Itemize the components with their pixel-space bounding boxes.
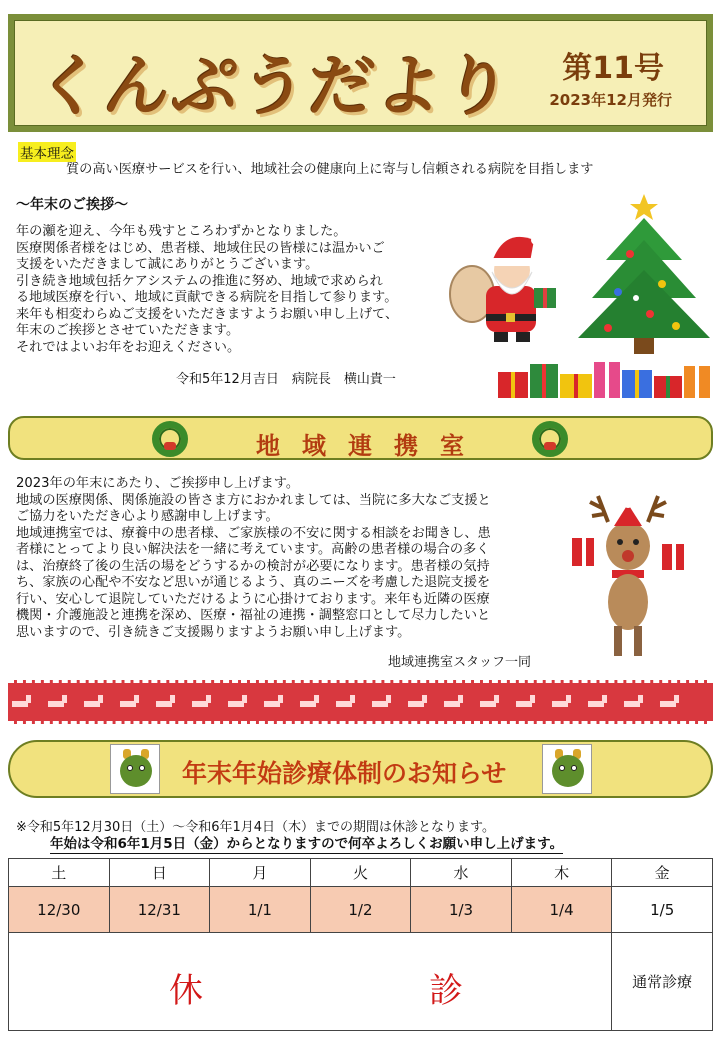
dragon-icon — [110, 744, 160, 794]
christmas-tree-icon — [574, 190, 714, 362]
reindeer-motif-icon — [440, 695, 468, 713]
philosophy-text: 質の高い医療サービスを行い、地域社会の健康向上に寄与し信頼される病院を目指します — [66, 162, 594, 177]
chiiki-line: 2023年の年末にあたり、ご挨拶申し上げます。 — [16, 476, 300, 491]
date-cell: 1/5 — [612, 887, 713, 933]
chiiki-line: ち、家族の心配や不安など思いが通じるよう、真のニーズを考慮した退院支援を — [16, 575, 491, 590]
chiiki-line: 地域連携室では、療養中の患者様、ご家族様の不安に関する相談をお聞きし、患 — [16, 525, 491, 541]
reindeer-motif-icon — [260, 695, 288, 713]
chiiki-line: 者様にとってより良い解決法を一緒に考えています。高齢の患者様の場合の多く — [16, 542, 490, 557]
reindeer-motif-icon — [8, 695, 36, 713]
closed-period-cell — [9, 933, 612, 1031]
dragon-eye-icon — [127, 765, 133, 771]
chiiki-signature: 地域連携室スタッフ一同 — [388, 655, 532, 670]
schedule-date-row — [9, 887, 713, 933]
chiiki-line: 機関・介護施設と連携を深め、医療・福祉の連携・調整窓口として尽力したいと — [16, 608, 491, 623]
greeting-signature: 令和5年12月吉日 病院長 横山貴一 — [176, 372, 396, 387]
reopen-notice: 年始は令和6年1月5日（金）からとなりますので何卒よろしくお願い申し上げます。 — [50, 832, 563, 854]
nenmatsu-section-bar — [8, 740, 713, 798]
reindeer-motif-icon — [404, 695, 432, 713]
day-header: 土 — [9, 859, 110, 887]
newsletter-title: くんぷうだより — [32, 48, 517, 125]
day-header: 火 — [310, 859, 411, 887]
chiiki-line: ご協力をいただき心より感謝申し上げます。 — [16, 509, 279, 524]
date-cell: 1/4 — [511, 887, 612, 933]
masthead — [8, 14, 713, 132]
reindeer-pattern-band — [8, 680, 713, 724]
issue-number: 第11号 — [562, 51, 664, 86]
closed-label-1: 休 — [169, 971, 203, 1011]
schedule-status-row — [9, 933, 713, 1031]
reindeer-motif-icon — [620, 695, 648, 713]
dragon-face-icon — [120, 755, 152, 787]
greeting-line: 年の瀬を迎え、今年も残すところわずかとなりました。 — [16, 224, 347, 239]
reindeer-icon — [568, 486, 688, 666]
greeting-line: 医療関係者様をはじめ、患者様、地域住民の皆様には温かいご — [16, 240, 385, 256]
date-cell: 1/1 — [210, 887, 311, 933]
chiiki-section-bar — [8, 416, 713, 460]
chiiki-line: 思いますので、引き続きご支援賜りますようお願い申し上げます。 — [16, 624, 411, 640]
greeting-line: それではよいお年をお迎えください。 — [16, 339, 241, 355]
reindeer-motif-icon — [584, 695, 612, 713]
greeting-heading: ～年末のご挨拶～ — [16, 197, 128, 213]
schedule-day-row — [9, 859, 713, 887]
date-cell: 1/2 — [310, 887, 411, 933]
reindeer-motif-icon — [224, 695, 252, 713]
dragon-icon — [542, 744, 592, 794]
date-cell: 12/30 — [9, 887, 110, 933]
wreath-icon — [532, 421, 568, 457]
greeting-body — [16, 224, 398, 356]
santa-icon — [446, 222, 570, 352]
day-header: 水 — [411, 859, 512, 887]
reindeer-motif-icon — [296, 695, 324, 713]
reindeer-motif-icon — [44, 695, 72, 713]
chiiki-body — [16, 476, 491, 641]
day-header: 日 — [109, 859, 210, 887]
greeting-line: 来年も相変わらぬご支援をいただきますようお願い申し上げて、 — [16, 306, 399, 322]
reindeer-pattern-row — [8, 695, 684, 713]
reindeer-motif-icon — [80, 695, 108, 713]
reindeer-motif-icon — [116, 695, 144, 713]
reindeer-motif-icon — [332, 695, 360, 713]
open-status-cell: 通常診療 — [612, 933, 713, 1031]
issue-date: 2023年12月発行 — [549, 91, 672, 109]
dragon-face-icon — [552, 755, 584, 787]
reindeer-motif-icon — [548, 695, 576, 713]
day-header: 木 — [511, 859, 612, 887]
reindeer-motif-icon — [476, 695, 504, 713]
reindeer-motif-icon — [512, 695, 540, 713]
day-header: 月 — [210, 859, 311, 887]
closed-label-2: 診 — [429, 971, 463, 1011]
reindeer-motif-icon — [368, 695, 396, 713]
day-header: 金 — [612, 859, 713, 887]
reindeer-motif-icon — [188, 695, 216, 713]
reindeer-motif-icon — [152, 695, 180, 713]
dragon-eye-icon — [559, 765, 565, 771]
greeting-line: 引き続き地域包括ケアシステムの推進に努め、地域で求められ — [16, 273, 383, 289]
nenmatsu-section-title: 年末年始診療体制のお知らせ — [182, 759, 507, 788]
philosophy-label: 基本理念 — [18, 142, 76, 162]
schedule-table — [8, 858, 713, 1031]
chiiki-line: 地域の医療関係、関係施設の皆さま方におかれましては、当院に多大なご支援と — [16, 492, 491, 508]
chiiki-section-title: 地域連携室 — [256, 432, 486, 460]
date-cell: 12/31 — [109, 887, 210, 933]
presents-icon — [494, 356, 714, 400]
reindeer-motif-icon — [656, 695, 684, 713]
date-cell: 1/3 — [411, 887, 512, 933]
closure-notice: ※令和5年12月30日（土）～令和6年1月4日（木）までの期間は休診となります。 — [16, 820, 496, 835]
chiiki-line: 行い、安心して退院していただけるように心掛けております。来年も近隣の医療 — [16, 591, 490, 607]
masthead-inner — [14, 20, 707, 126]
greeting-line: 年末のご挨拶とさせていただきます。 — [16, 323, 240, 338]
wreath-icon — [152, 421, 188, 457]
chiiki-line: は、治療終了後の生活の場をどうするかの検討が必要になります。患者様の気持 — [16, 558, 490, 574]
dragon-eye-icon — [571, 765, 577, 771]
greeting-line: る地域医療を行い、地域に貢献できる病院を目指して参ります。 — [16, 290, 398, 305]
dragon-eye-icon — [139, 765, 145, 771]
greeting-line: 支援をいただきまして誠にありがとうございます。 — [16, 257, 319, 272]
